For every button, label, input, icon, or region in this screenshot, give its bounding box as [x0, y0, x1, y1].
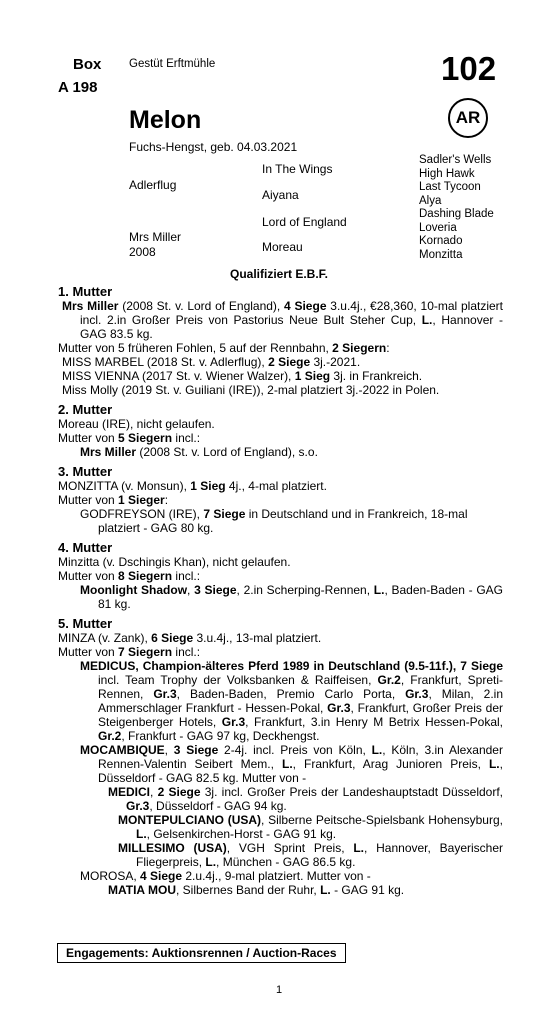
pedigree-dam: Mrs Miller: [129, 230, 181, 244]
box-number: A 198: [58, 79, 98, 96]
entry: Mutter von 5 früheren Fohlen, 5 auf der Rennbahn, 2 Siegern:: [58, 341, 390, 355]
entry: MOCAMBIQUE, 3 Siege 2-4j. incl. Preis von Köln, L., Köln, 3.in Alexander Rennen-Valentin Seibert Mem., L., Frankfurt, Arag Junioren Preis, L., Düsseldorf - GAG 82.5 kg. Mutter von -: [80, 743, 503, 785]
pedigree-gen3: Dashing Blade: [419, 208, 494, 220]
pedigree-gen2: In The Wings: [262, 162, 333, 176]
section-2-mutter: [58, 403, 503, 459]
entry: MOROSA, 4 Siege 2.u.4j., 9-mal platziert. Mutter von -: [80, 869, 371, 883]
entry: MEDICUS, Champion-älteres Pferd 1989 in Deutschland (9.5-11f.), 7 Siege incl. Team Trophy der Volksbanken & Raiffeisen, Gr.2, Frankfurt, Spreti-Rennen, Gr.3, Baden-Baden, Premio Carlo Porta, Gr.3, Milan, 2.in Ammerschlager Frankfurt - Hessen-Pokal, Gr.3, Frankfurt, Großer Preis der Steigenberger Hotels, Gr.3, Frankfurt, 3.in Henry M Betrix Hessen-Pokal, Gr.2, Frankfurt - GAG 97 kg, Deckhengst.: [80, 659, 504, 743]
pedigree-gen2: Lord of England: [262, 215, 347, 229]
ar-badge: AR: [448, 98, 488, 138]
pedigree-gen3: Last Tycoon: [419, 181, 481, 193]
entry: MINZA (v. Zank), 6 Siege 3.u.4j., 13-mal platziert.: [58, 631, 322, 645]
entry: MEDICI, 2 Siege 3j. incl. Großer Preis der Landeshauptstadt Düsseldorf, Gr.3, Düsseldorf - GAG 94 kg.: [108, 785, 503, 813]
pedigree-gen3: Loveria: [419, 221, 457, 234]
pedigree-gen3: Alya: [419, 194, 442, 207]
dam-line: [58, 285, 503, 903]
qualification: Qualifiziert E.B.F.: [229, 267, 328, 281]
section-3-mutter: [58, 465, 503, 535]
section-5-mutter: [58, 617, 503, 897]
entry: MATIA MOU, Silbernes Band der Ruhr, L. - GAG 91 kg.: [108, 883, 405, 897]
entry: Mrs Miller (2008 St. v. Lord of England), 4 Siege 3.u.4j., €28,360, 10-mal platziert incl. 2.in Großer Preis von Pastorius Neue Bult Steher Cup, L., Hannover - GAG 83.5 kg.: [62, 299, 504, 341]
entry: GODFREYSON (IRE), 7 Siege in Deutschland und in Frankreich, 18-mal platziert - GAG 80 kg.: [80, 507, 468, 535]
horse-name: Melon: [129, 106, 202, 134]
entry: MISS MARBEL (2018 St. v. Adlerflug), 2 Siege 3j.-2021.: [62, 355, 361, 369]
section-1-mutter: [58, 285, 503, 397]
pedigree-gen3: Kornado: [419, 235, 463, 247]
pedigree-gen2: Aiyana: [262, 188, 299, 202]
entry: Minzitta (v. Dschingis Khan), nicht gelaufen.: [58, 555, 291, 569]
lot-number: 102: [441, 50, 497, 87]
entry: MONZITTA (v. Monsun), 1 Sieg 4j., 4-mal platziert.: [58, 479, 327, 493]
horse-description: Fuchs-Hengst, geb. 04.03.2021: [129, 140, 298, 154]
entry: MILLESIMO (USA), VGH Sprint Preis, L., Hannover, Bayerischer Fliegerpreis, L., München - GAG 86.5 kg.: [118, 841, 504, 869]
pedigree-dam-year: 2008: [129, 245, 156, 259]
pedigree-sire: Adlerflug: [129, 178, 177, 192]
pedigree-gen3-column: [419, 154, 494, 262]
section-title: 5. Mutter: [58, 616, 113, 631]
pedigree-gen3: Sadler's Wells: [419, 154, 492, 166]
section-title: 2. Mutter: [58, 402, 113, 417]
section-title: 4. Mutter: [58, 540, 113, 555]
section-4-mutter: [58, 541, 503, 611]
stud-name: Gestüt Erftmühle: [129, 58, 216, 70]
entry: Mrs Miller (2008 St. v. Lord of England), s.o.: [80, 445, 318, 459]
section-title: 1. Mutter: [58, 284, 113, 299]
entry: MONTEPULCIANO (USA), Silberne Peitsche-Spielsbank Hohensyburg, L., Gelsenkirchen-Horst - GAG 91 kg.: [118, 813, 503, 841]
entry: Moreau (IRE), nicht gelaufen.: [58, 417, 215, 431]
entry: MISS VIENNA (2017 St. v. Wiener Walzer), 1 Sieg 3j. in Frankreich.: [62, 369, 423, 383]
pedigree-gen3: High Hawk: [419, 167, 475, 180]
pedigree-gen3: Monzitta: [419, 248, 463, 261]
engagements-box: Engagements: Auktionsrennen / Auction-Races: [57, 943, 346, 963]
entry: Mutter von 1 Sieger:: [58, 493, 169, 507]
pedigree-gen2: Moreau: [262, 240, 303, 254]
entry: Mutter von 7 Siegern incl.:: [58, 645, 201, 659]
section-title: 3. Mutter: [58, 464, 113, 479]
entry: Miss Molly (2019 St. v. Guiliani (IRE)), 2-mal platziert 3j.-2022 in Polen.: [62, 383, 440, 397]
entry: Mutter von 5 Siegern incl.:: [58, 431, 201, 445]
page-number: 1: [275, 984, 283, 996]
entry: Mutter von 8 Siegern incl.:: [58, 569, 201, 583]
box-label: Box: [73, 56, 102, 73]
entry: Moonlight Shadow, 3 Siege, 2.in Scherping-Rennen, L., Baden-Baden - GAG 81 kg.: [80, 583, 504, 611]
